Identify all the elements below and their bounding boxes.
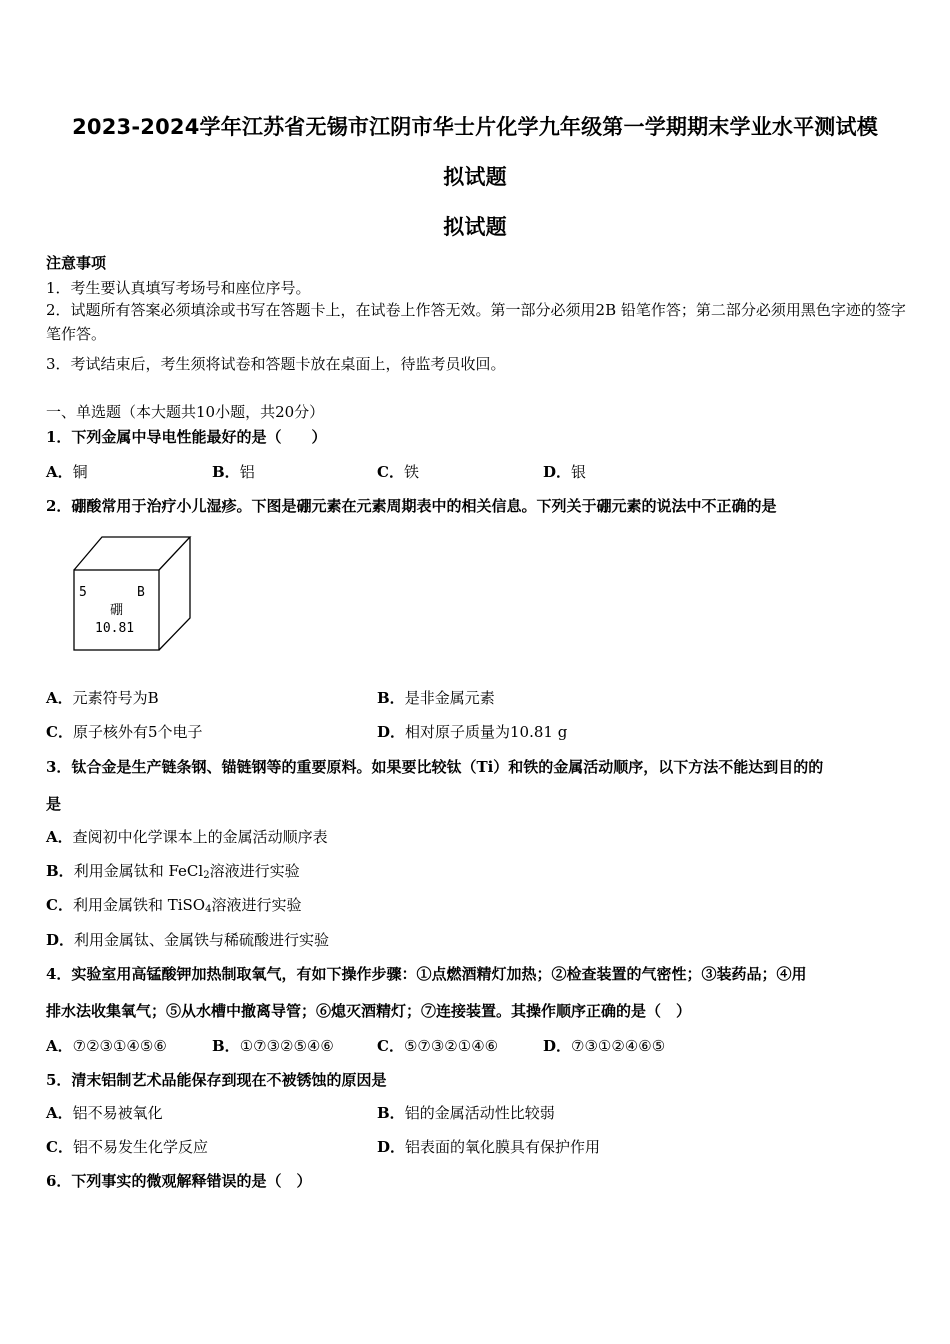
q3-stem-line2: 是 [46,795,62,813]
q5-option-c: C．铝不易发生化学反应 [46,1138,208,1156]
q2-option-d: D．相对原子质量为10.81 g [377,723,568,741]
q3-option-d: D．利用金属钛、金属铁与稀硫酸进行实验 [46,931,330,949]
exam-subtitle: 拟试题 [443,215,507,239]
q1-option-a: A．铜 [46,463,88,481]
q2-option-a: A．元素符号为B [46,689,159,707]
q6-stem: 6．下列事实的微观解释错误的是（ ） [46,1172,312,1190]
q1-option-d: D．银 [543,463,587,481]
q5-option-a: A．铝不易被氧化 [46,1104,163,1122]
exam-title-line2: 拟试题 [443,165,507,189]
q4-option-b: B．①⑦③②⑤④⑥ [212,1037,334,1055]
q5-option-d: D．铝表面的氧化膜具有保护作用 [377,1138,601,1156]
notice-item-2: 2．试题所有答案必须填涂或书写在答题卡上，在试卷上作答无效。第一部分必须用2B 铅笔作答；第二部分必须用黑色字迹的签字笔作答。 [46,301,906,343]
q4-option-a: A．⑦②③①④⑤⑥ [46,1037,167,1055]
q3-option-b: B．利用金属钛和 FeCl$_2$溶液进行实验 [46,862,300,881]
q3-option-c: C．利用金属铁和 TiSO$_4$溶液进行实验 [46,896,302,915]
boron-element-card-figure [70,534,194,654]
q1-option-b: B．铝 [212,463,255,481]
q1-stem: 1．下列金属中导电性能最好的是（ ） [46,428,327,446]
element-symbol: B [137,585,145,600]
notice-item-1: 1．考生要认真填写考场号和座位序号。 [46,279,311,297]
element-number: 5 [79,585,87,600]
q2-option-b: B．是非金属元素 [377,689,495,707]
q5-stem: 5．清末铝制艺术品能保存到现在不被锈蚀的原因是 [46,1071,387,1089]
q2-option-c: C．原子核外有5个电子 [46,723,203,741]
notice-heading: 注意事项 [46,254,107,272]
section-heading: 一、单选题（本大题共10小题，共20分） [46,403,325,421]
element-name: 硼 [110,603,124,618]
element-mass: 10.81 [95,621,135,636]
q3-option-a: A．查阅初中化学课本上的金属活动顺序表 [46,828,328,846]
notice-item-3: 3．考试结束后，考生须将试卷和答题卡放在桌面上，待监考员收回。 [46,355,506,373]
q5-option-b: B．铝的金属活动性比较弱 [377,1104,555,1122]
q2-stem: 2．硼酸常用于治疗小儿湿疹。下图是硼元素在元素周期表中的相关信息。下列关于硼元素的说法中不正确的是 [46,497,777,515]
q4-stem-line1: 4．实验室用高锰酸钾加热制取氧气，有如下操作步骤：①点燃酒精灯加热；②检查装置的气密性；③装药品；④用 [46,965,807,983]
q4-option-d: D．⑦③①②④⑥⑤ [543,1037,666,1055]
q4-stem-line2: 排水法收集氧气；⑤从水槽中撤离导管；⑥熄灭酒精灯；⑦连接装置。其操作顺序正确的是（ ） [46,1002,692,1020]
q1-option-c: C．铁 [377,463,419,481]
q3-stem-line1: 3．钛合金是生产链条钢、锚链钢等的重要原料。如果要比较钛（Ti）和铁的金属活动顺序，以下方法不能达到目的的 [46,758,824,776]
exam-title-line1: 2023-2024学年江苏省无锡市江阴市华士片化学九年级第一学期期末学业水平测试模 [72,115,878,139]
q4-option-c: C．⑤⑦③②①④⑥ [377,1037,499,1055]
